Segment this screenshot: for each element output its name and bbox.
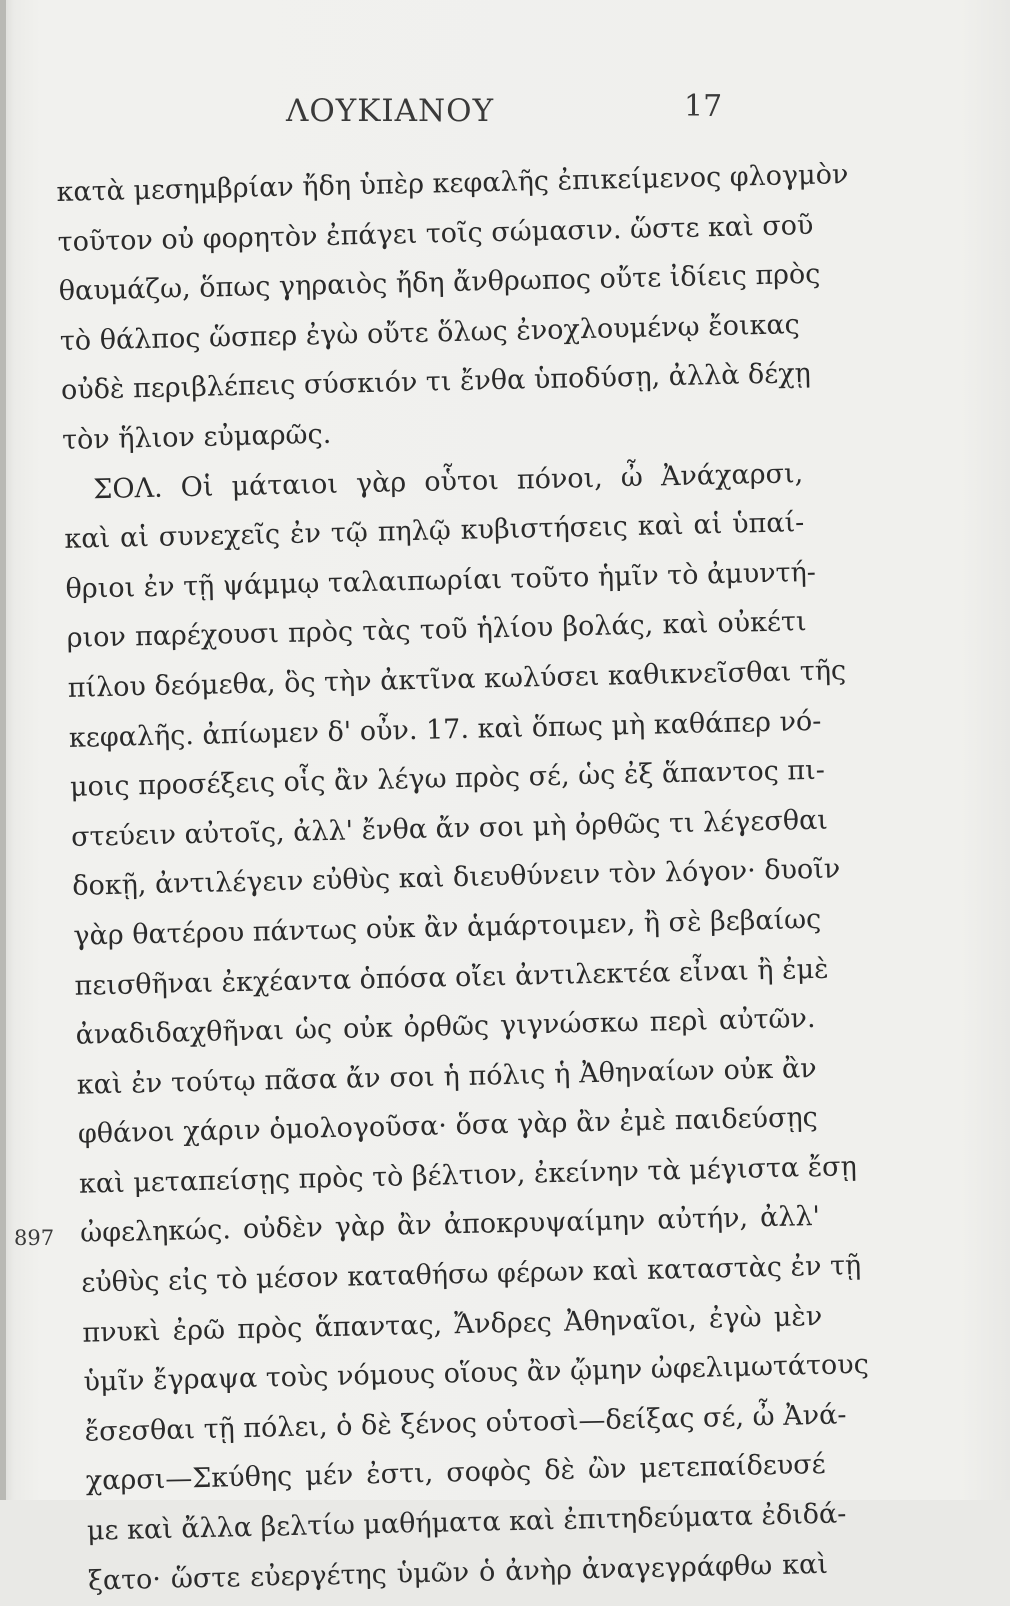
text-line: καὶ ἐν τούτῳ πᾶσα ἄν σοι ἡ πόλις ἡ Ἀθηναίων οὐκ ἂν <box>76 1052 817 1101</box>
book-spine-edge <box>0 0 6 1500</box>
text-line: θριοι ἐν τῇ ψάμμῳ ταλαιπωρίαι τοῦτο ἡμῖν τὸ ἀμυντή- <box>65 556 817 605</box>
text-line: τὸν ἥλιον εὐμαρῶς. <box>61 418 332 456</box>
text-line: ξατο· ὥστε εὐεργέτης ὑμῶν ὁ ἀνὴρ ἀναγεγράφθω καὶ <box>87 1548 829 1597</box>
text-line: με καὶ ἄλλα βελτίω μαθήματα καὶ ἐπιτηδεύματα ἐδιδά- <box>86 1498 847 1547</box>
text-line: τὸ θάλπος ὥσπερ ἐγὼ οὔτε ὅλως ἐνοχλουμένῳ ἔοικας <box>59 308 801 357</box>
text-line: ἔσεσθαι τῇ πόλει, ὁ δὲ ξένος οὑτοσὶ—δείξας σέ, ὦ Ἀνά- <box>84 1399 847 1448</box>
margin-line-number: 897 <box>14 1226 55 1250</box>
text-line: γὰρ θατέρου πάντως οὐκ ἂν ἁμάρτοιμεν, ἢ σὲ βεβαίως <box>73 903 822 952</box>
text-line: ἀναδιδαχθῆναι ὡς οὐκ ὀρθῶς γιγνώσκω περὶ αὐτῶν. <box>75 1003 816 1051</box>
text-line: πεισθῆναι ἐκχέαντα ὁπόσα οἴει ἀντιλεκτέα εἶναι ἢ ἐμὲ <box>74 953 829 1002</box>
text-line: εὐθὺς εἰς τὸ μέσον καταθήσω φέρων καὶ καταστὰς ἐν τῇ <box>80 1250 862 1299</box>
body-text <box>56 151 870 1606</box>
text-line: δοκῇ, ἀντιλέγειν εὐθὺς καὶ διευθύνειν τὸν λόγον· δυοῖν <box>71 853 841 903</box>
text-line: πνυκὶ ἐρῶ πρὸς ἅπαντας, Ἄνδρες Ἀθηναῖοι, ἐγὼ μὲν <box>82 1300 823 1349</box>
text-line: ριον παρέχουσι πρὸς τὰς τοῦ ἡλίου βολάς, καὶ οὐκέτι <box>66 606 807 655</box>
text-line: ὠφεληκώς. οὐδὲν γὰρ ἂν ἀποκρυψαίμην αὐτήν, ἀλλ' <box>79 1201 821 1250</box>
text-line: κατὰ μεσημβρίαν ἤδη ὑπὲρ κεφαλῆς ἐπικείμενος φλογμὸν <box>56 159 849 208</box>
page-number: 17 <box>684 89 723 124</box>
text-line: ὑμῖν ἔγραψα τοὺς νόμους οἵους ἂν ᾤμην ὠφελιμωτάτους <box>83 1349 870 1398</box>
text-line: μοις προσέξεις οἷς ἂν λέγω πρὸς σέ, ὡς ἐξ ἅπαντος πι- <box>69 754 826 803</box>
text-line: πίλου δεόμεθα, ὃς τὴν ἀκτῖνα κωλύσει καθικνεῖσθαι τῆς <box>67 655 847 704</box>
text-line: καὶ μεταπείσῃς πρὸς τὸ βέλτιον, ἐκείνην τὰ μέγιστα ἔσῃ <box>78 1150 858 1200</box>
text-line: οὐδὲ περιβλέπεις σύσκιόν τι ἔνθα ὑποδύσῃ, ἀλλὰ δέχῃ <box>60 358 812 407</box>
running-title: ΛΟΥΚΙΑΝΟΥ <box>286 93 495 129</box>
text-line: φθάνοι χάριν ὁμολογοῦσα· ὅσα γὰρ ἂν ἐμὲ παιδεύσῃς <box>77 1102 819 1151</box>
text-line: θαυμάζω, ὅπως γηραιὸς ἤδη ἄνθρωπος οὔτε ἰδίεις πρὸς <box>58 258 821 308</box>
text-line: ΣΟΛ. Οἱ μάταιοι γὰρ οὗτοι πόνοι, ὦ Ἀνάχαρσι, <box>92 457 804 505</box>
running-header <box>0 85 1010 135</box>
text-line: καὶ αἱ συνεχεῖς ἐν τῷ πηλῷ κυβιστήσεις καὶ αἱ ὑπαί- <box>64 507 805 556</box>
text-line: τοῦτον οὐ φορητὸν ἐπάγει τοῖς σώμασιν. ὥστε καὶ σοῦ <box>57 209 814 258</box>
text-line: χαρσι—Σκύθης μέν ἐστι, σοφὸς δὲ ὢν μετεπαίδευσέ <box>85 1449 826 1498</box>
text-line: κεφαλῆς. ἀπίωμεν δ' οὖν. 17. καὶ ὅπως μὴ καθάπερ νό- <box>68 705 822 754</box>
text-line: στεύειν αὐτοῖς, ἀλλ' ἔνθα ἄν σοι μὴ ὀρθῶς τι λέγεσθαι <box>70 804 829 853</box>
